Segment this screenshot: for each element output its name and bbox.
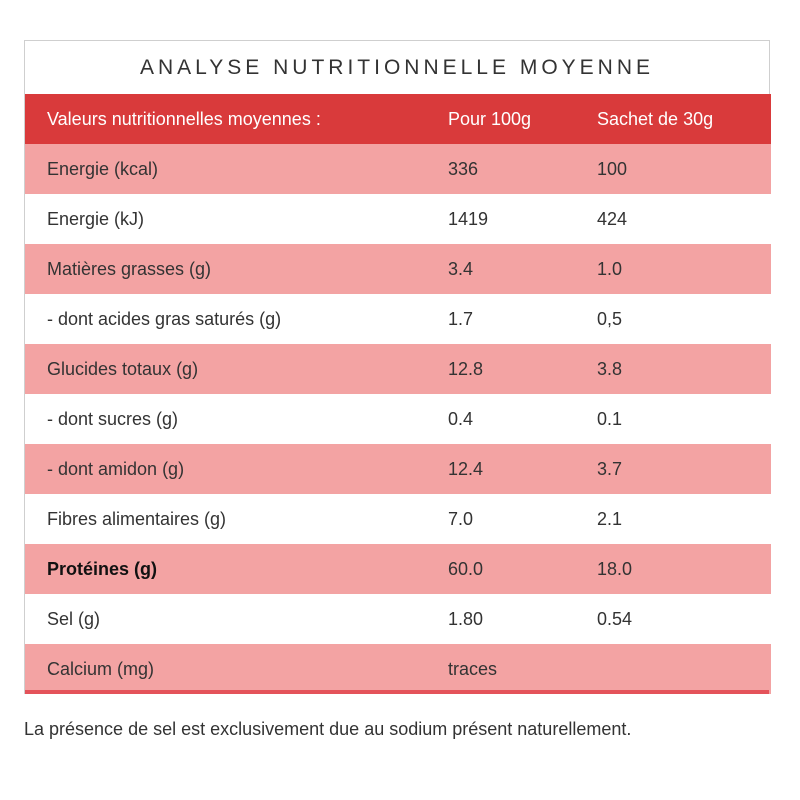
row-label: Energie (kcal) [25, 144, 426, 194]
row-per-100g: 1419 [426, 194, 575, 244]
row-per-100g: 12.8 [426, 344, 575, 394]
row-per-sachet: 0.54 [575, 594, 771, 644]
row-label: Glucides totaux (g) [25, 344, 426, 394]
row-per-100g: 60.0 [426, 544, 575, 594]
table-header-row [25, 94, 771, 144]
table-row [25, 644, 771, 694]
row-label: Matières grasses (g) [25, 244, 426, 294]
row-per-sachet [575, 644, 771, 694]
row-per-sachet: 1.0 [575, 244, 771, 294]
row-label: Protéines (g) [25, 544, 426, 594]
table-row [25, 194, 771, 244]
table-row [25, 544, 771, 594]
row-label: Fibres alimentaires (g) [25, 494, 426, 544]
table-row [25, 444, 771, 494]
header-per-sachet: Sachet de 30g [575, 94, 771, 144]
row-label: - dont sucres (g) [25, 394, 426, 444]
row-per-100g: 3.4 [426, 244, 575, 294]
row-per-100g: traces [426, 644, 575, 694]
nutrition-card [24, 40, 770, 694]
row-per-100g: 336 [426, 144, 575, 194]
nutrition-title: ANALYSE NUTRITIONNELLE MOYENNE [139, 55, 655, 79]
row-per-100g: 0.4 [426, 394, 575, 444]
row-per-sachet: 0.1 [575, 394, 771, 444]
row-label: - dont acides gras saturés (g) [25, 294, 426, 344]
table-row [25, 594, 771, 644]
row-per-100g: 12.4 [426, 444, 575, 494]
header-per-100g: Pour 100g [426, 94, 575, 144]
footnote: La présence de sel est exclusivement due au sodium présent naturellement. [24, 719, 632, 739]
row-per-sachet: 100 [575, 144, 771, 194]
header-nutrient: Valeurs nutritionnelles moyennes : [25, 94, 426, 144]
row-per-sachet: 2.1 [575, 494, 771, 544]
row-label: Energie (kJ) [25, 194, 426, 244]
row-per-100g: 1.7 [426, 294, 575, 344]
row-per-sachet: 424 [575, 194, 771, 244]
row-per-sachet: 0,5 [575, 294, 771, 344]
row-per-sachet: 3.8 [575, 344, 771, 394]
row-per-100g: 7.0 [426, 494, 575, 544]
row-per-sachet: 18.0 [575, 544, 771, 594]
table-row [25, 144, 771, 194]
row-per-sachet: 3.7 [575, 444, 771, 494]
row-label: Calcium (mg) [25, 644, 426, 694]
table-row [25, 494, 771, 544]
row-label: - dont amidon (g) [25, 444, 426, 494]
row-per-100g: 1.80 [426, 594, 575, 644]
row-label: Sel (g) [25, 594, 426, 644]
table-row [25, 244, 771, 294]
accent-bar [25, 690, 769, 694]
table-row [25, 294, 771, 344]
nutrition-table [25, 94, 771, 694]
table-row [25, 344, 771, 394]
table-row [25, 394, 771, 444]
